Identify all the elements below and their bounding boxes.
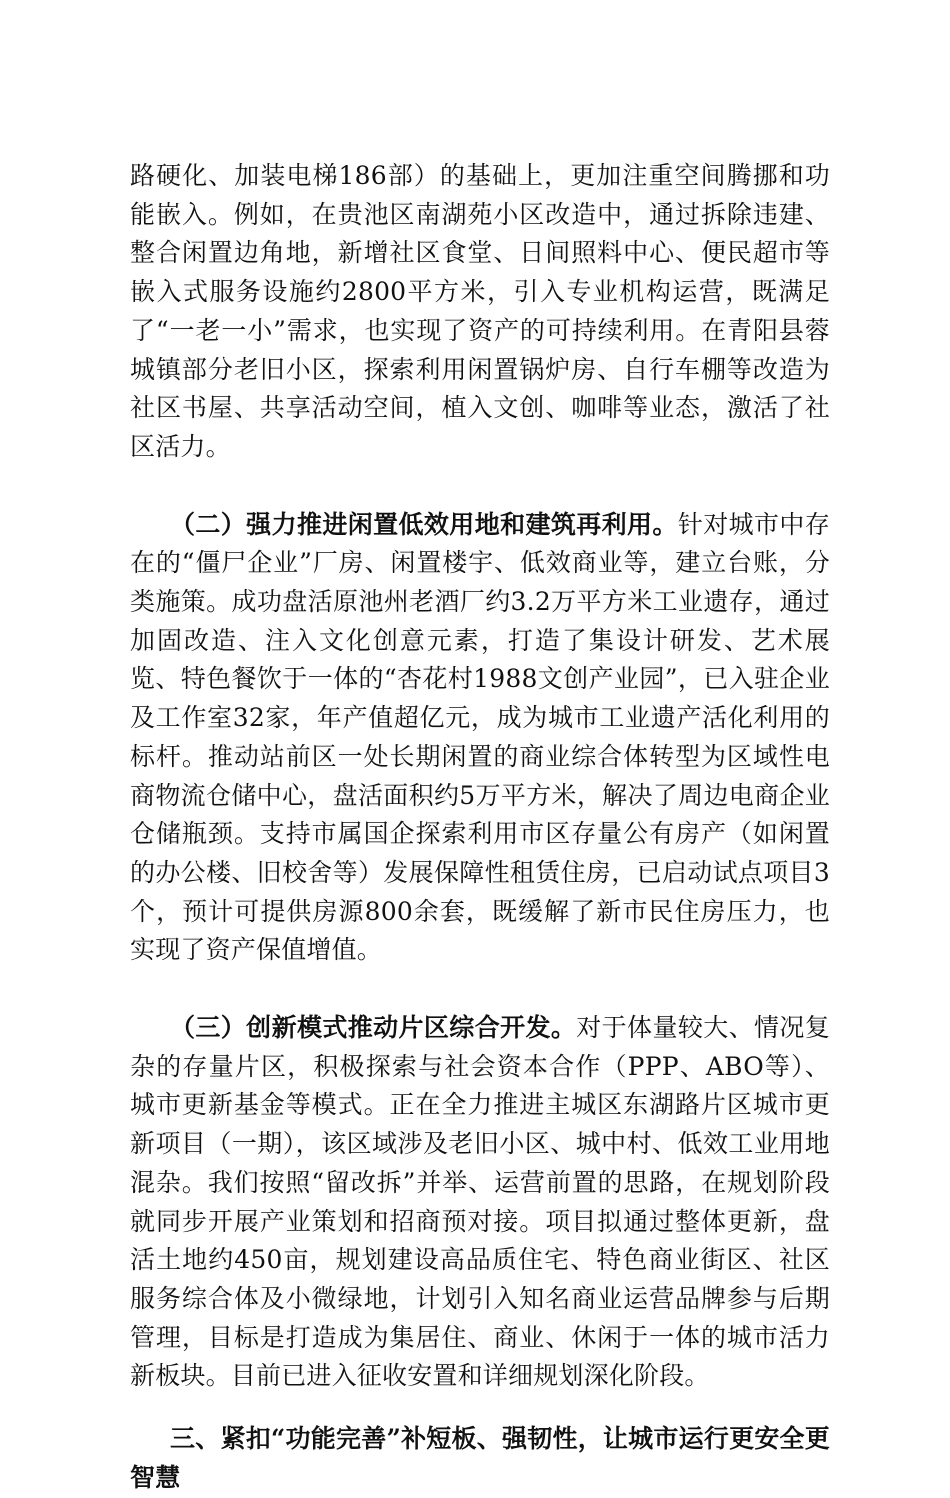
continued-paragraph: 路硬化、加装电梯186部）的基础上，更加注重空间腾挪和功能嵌入。例如，在贵池区南湖苑小区改造中，通过拆除违建、整合闲置边角地，新增社区食堂、日间照料中心、便民超市等嵌入式服务设施约2800平方米，引入专业机构运营，既满足了“一老一小”需求，也实现了资产的可持续利用。在青阳县蓉城镇部分老旧小区，探索利用闲置锅炉房、自行车棚等改造为社区书屋、共享活动空间，植入文创、咖啡等业态，激活了社区活力。 xyxy=(130,161,830,461)
section-three-heading: （三）创新模式推动片区综合开发。 xyxy=(170,1013,577,1043)
section-three-body: 对于体量较大、情况复杂的存量片区，积极探索与社会资本合作（PPP、ABO等）、城市更新基金等模式。正在全力推进主城区东湖路片区城市更新项目（一期），该区域涉及老旧小区、城中村、低效工业用地混杂。我们按照“留改拆”并举、运营前置的思路，在规划阶段就同步开展产业策划和招商预对接。项目拟通过整体更新，盘活土地约450亩，规划建设高品质住宅、特色商业街区、社区服务综合体及小微绿地，计划引入知名商业运营品牌参与后期管理，目标是打造成为集居住、商业、休闲于一体的城市活力新板块。目前已进入征收安置和详细规划深化阶段。 xyxy=(130,1013,830,1391)
section-two-paragraph xyxy=(130,506,830,970)
section-three-paragraph xyxy=(130,1009,830,1396)
section-two-body: 针对城市中存在的“僵尸企业”厂房、闲置楼宇、低效商业等，建立台账，分类施策。成功盘活原池州老酒厂约3.2万平方米工业遗存，通过加固改造、注入文化创意元素，打造了集设计研发、艺术展览、特色餐饮于一体的“杏花村1988文创产业园”，已入驻企业及工作室32家，年产值超亿元，成为城市工业遗产活化利用的标杆。推动站前区一处长期闲置的商业综合体转型为区域性电商物流仓储中心，盘活面积约5万平方米，解决了周边电商企业仓储瓶颈。支持市属国企探索利用市区存量公有房产（如闲置的办公楼、旧校舍等）发展保障性租赁住房，已启动试点项目3个，预计可提供房源800余套，既缓解了新市民住房压力，也实现了资产保值增值。 xyxy=(130,509,830,965)
section-two-heading: （二）强力推进闲置低效用地和建筑再利用。 xyxy=(170,509,678,539)
document-page xyxy=(130,157,830,1498)
chapter-three-heading: 三、紧扣“功能完善”补短板、强韧性，让城市运行更安全更智慧 xyxy=(130,1424,830,1492)
